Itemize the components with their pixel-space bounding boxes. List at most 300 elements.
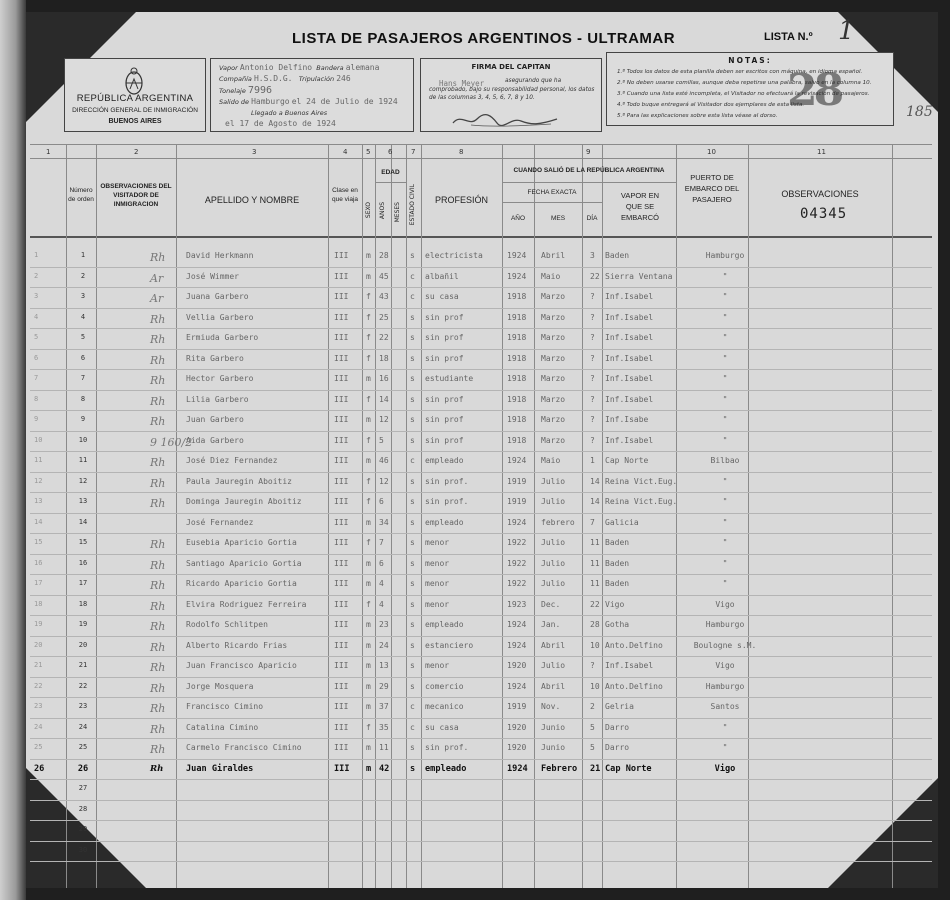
day-cell: ? [590,353,595,363]
passenger-name-cell: Aida Garbero [186,435,244,445]
tonelaje-value: 7996 [247,85,273,96]
month-cell: Marzo [541,435,566,445]
age-cell: 4 [379,599,384,609]
sex-cell: m [366,374,371,383]
profession-cell: sin prof. [425,476,469,486]
port-cell: " [722,353,728,363]
year-cell: 1918 [507,292,527,301]
day-cell: 11 [590,579,600,588]
table-row [30,595,932,616]
day-cell: 11 [590,538,600,547]
header-bottom-line [30,236,932,238]
day-cell: 11 [590,558,600,568]
profession-cell: empleado [425,763,467,774]
order-number-cell: 29 [78,825,88,833]
ship-cell: Baden [605,558,630,568]
year-cell: 1922 [507,579,527,588]
year-cell: 1924 [507,763,528,774]
age-cell: 23 [379,620,389,629]
colnum-4: 4 [343,148,348,156]
signature-title: FIRMA DEL CAPITAN [471,63,551,71]
visitor-observation-cell: Rh [150,333,166,346]
day-cell: 14 [590,497,600,506]
visitor-observation-cell: Ar [150,292,164,305]
table-row [30,492,932,513]
order-number-cell: 28 [78,804,88,813]
order-number-cell: 19 [78,620,88,628]
ship-cell: Inf.Isabel [605,435,654,445]
passenger-name-cell: Santiago Aparicio Gortia [186,558,302,568]
colnum-5: 5 [366,148,371,156]
class-cell: III [334,640,349,650]
sex-cell: m [366,251,371,260]
visitor-observation-cell: Rh [150,251,166,264]
class-cell: III [334,497,349,506]
class-cell: III [334,333,349,342]
class-cell: III [334,538,349,547]
header-clase: Clase en que viaja [331,187,359,203]
month-cell: Maio [541,456,561,465]
ship-cell: Inf.Isabel [605,374,654,383]
ship-cell: Anto.Delfino [605,681,663,691]
port-cell: Vigo [715,661,735,670]
profession-cell: su casa [425,292,459,301]
ship-cell: Cap Norte [605,456,649,465]
order-number-cell: 13 [78,497,88,505]
profession-cell: sin prof. [425,497,469,506]
salido-label: Salido de [219,98,250,106]
age-cell: 12 [379,415,389,424]
colnum-line [30,158,932,159]
sex-cell: m [366,579,371,588]
civil-status-cell: c [410,722,415,732]
passenger-name-cell: Ermiuda Garbero [186,333,259,342]
class-cell: III [334,743,349,752]
stamp-number: 28 [787,65,841,116]
day-cell: 1 [590,456,595,465]
age-cell: 37 [379,702,389,711]
republic-box [64,58,206,132]
civil-status-cell: s [410,415,415,424]
day-cell: 14 [590,476,600,486]
year-cell: 1918 [507,333,527,342]
vapor-value: Antonio Delfino [239,63,313,72]
table-row [30,697,932,718]
age-cell: 34 [379,517,389,527]
profession-cell: menor [425,538,450,547]
profession-cell: menor [425,599,450,609]
passenger-name-cell: Eusebia Aparicio Gortia [186,538,297,547]
civil-status-cell: s [410,558,415,568]
margin-number-cell: 17 [34,579,43,587]
note-1: 1.º Todos los datos de esta planilla deben ser escritos con máquina, en idioma español. [617,69,863,75]
month-cell: Abril [541,251,566,260]
sex-cell: f [366,497,371,506]
ship-cell: Inf.Isabe [605,415,649,424]
colnum-11: 11 [817,148,826,156]
year-cell: 1923 [507,599,527,609]
ship-cell: Darro [605,722,630,732]
year-cell: 1924 [507,517,527,527]
class-cell: III [334,271,349,281]
port-cell: Hamburgo [705,681,745,691]
visitor-observation-cell: Rh [150,763,164,774]
sex-cell: f [366,722,371,732]
ship-departure-line [219,97,398,106]
year-cell: 1922 [507,538,527,547]
table-row [30,513,932,534]
header-anos: AÑOS [379,202,386,220]
age-cell: 43 [379,292,389,301]
order-number-cell: 24 [78,722,88,731]
profession-cell: sin prof [425,394,464,404]
month-cell: Marzo [541,374,566,383]
ship-cell: Inf.Isabel [605,353,654,363]
order-number-cell: 23 [78,702,88,710]
table-row [30,718,932,739]
header-apellido: APELLIDO Y NOMBRE [204,195,300,205]
margin-number-cell: 25 [34,743,43,751]
margin-number-cell: 13 [34,497,43,505]
passenger-name-cell: Rodolfo Schlitpen [186,620,268,629]
ship-cell: Gelria [605,702,634,711]
profession-cell: empleado [425,620,464,629]
civil-status-cell: s [410,681,415,691]
year-cell: 1918 [507,435,527,445]
day-cell: 22 [590,271,600,281]
sex-cell: f [366,435,371,445]
note-4: 4.º Todo buque entregará al Visitador dos ejemplares de esta lista. [617,102,805,108]
compania-value: H.S.D.G. [253,74,293,83]
month-cell: Julio [541,579,566,588]
margin-number-cell: 6 [34,353,39,362]
margin-number-cell: 3 [34,292,39,300]
year-cell: 1924 [507,456,527,465]
ship-cell: Vigo [605,599,625,609]
civil-status-cell: s [410,353,415,363]
age-cell: 11 [379,743,389,752]
header-fecha-exacta: FECHA EXACTA [527,189,577,196]
profession-cell: albañil [425,271,459,281]
port-cell: " [722,538,728,547]
class-cell: III [334,599,349,609]
table-row [30,738,932,759]
order-number-cell: 17 [78,579,88,587]
margin-number: 185 [906,104,933,120]
civil-status-cell: c [410,702,415,711]
port-cell: Vigo [714,763,736,774]
order-number-cell: 11 [78,456,88,464]
captain-signature-icon [451,111,561,129]
sex-cell: f [366,394,371,404]
passenger-name-cell: Carmelo Francisco Cimino [186,743,302,752]
month-cell: Maio [541,271,561,281]
month-cell: Febrero [541,763,578,774]
margin-number-cell: 5 [34,333,39,341]
day-cell: ? [590,435,595,445]
day-cell: ? [590,292,595,301]
age-cell: 5 [379,435,384,445]
fecha-subline [502,202,602,203]
margin-number-cell: 4 [34,312,39,321]
visitor-observation-cell: Rh [150,620,166,633]
visitor-observation-cell: Rh [150,743,166,756]
margin-number-cell: 12 [34,476,43,485]
ship-cell: Cap Norte [605,763,652,774]
day-cell: 10 [590,681,600,691]
visitor-observation-cell: 9 160/2 [150,435,193,449]
civil-status-cell: s [410,640,415,650]
visitor-observation-cell: Rh [150,415,166,428]
age-cell: 29 [379,681,389,691]
profession-cell: sin prof. [425,743,469,752]
profession-cell: estanciero [425,640,474,650]
order-number-cell: 2 [80,271,86,280]
order-number-cell: 10 [78,435,88,444]
visitor-observation-cell: Ar [150,271,164,285]
year-cell: 1924 [507,681,527,691]
title-bar [30,16,934,54]
civil-status-cell: s [410,312,415,322]
month-cell: Abril [541,681,566,691]
tripulacion-value: 246 [336,74,351,83]
visitor-observation-cell: Rh [150,640,166,654]
civil-status-cell: s [410,251,415,260]
table-row [30,308,932,329]
order-number-cell: 15 [78,538,88,546]
table-row [30,554,932,575]
class-cell: III [334,374,349,383]
age-cell: 18 [379,353,389,363]
visitor-observation-cell: Rh [150,599,166,613]
profession-cell: sin prof [425,415,464,424]
age-cell: 6 [379,558,384,568]
margin-number-cell: 8 [34,394,39,403]
ship-cell: Darro [605,743,630,752]
sex-cell: m [366,702,371,711]
port-cell: " [722,374,728,383]
margin-number-cell: 20 [34,640,43,649]
ship-info-box [210,58,414,132]
profession-cell: empleado [425,456,464,465]
age-cell: 12 [379,476,389,486]
year-cell: 1918 [507,415,527,424]
year-cell: 1922 [507,558,527,568]
civil-status-cell: s [410,497,415,506]
table-row [30,431,932,452]
day-cell: ? [590,661,595,670]
margin-number-cell: 2 [34,271,39,280]
profession-cell: sin prof [425,312,464,322]
margin-number-cell: 18 [34,599,43,608]
captain-name: Hans Meyer [439,79,485,88]
profession-cell: menor [425,579,450,588]
month-cell: Abril [541,640,566,650]
civil-status-cell: s [410,374,415,383]
month-cell: Julio [541,497,566,506]
profession-cell: menor [425,558,450,568]
bandera-value: alemana [345,63,380,72]
profession-cell: sin prof [425,435,464,445]
class-cell: III [334,702,349,711]
table-row [30,656,932,677]
table-row [30,615,932,636]
margin-number-cell: 16 [34,558,43,567]
sex-cell: m [366,681,371,691]
passenger-name-cell: José Fernandez [186,517,254,527]
order-number-cell: 1 [80,251,86,259]
ship-cell: Galicia [605,517,639,527]
visitor-observation-cell: Rh [150,702,166,715]
colnum-6: 6 [388,148,393,156]
civil-status-cell: s [410,476,415,486]
port-cell: " [722,394,728,404]
port-cell: " [722,312,728,322]
order-number-cell: 30 [78,845,88,854]
sex-cell: f [366,353,371,363]
header-edad: EDAD [381,169,400,176]
ship-vapor-line [219,63,379,72]
month-cell: Julio [541,538,566,547]
ship-arrival-label: Llegado a Buenos Aires [251,109,328,117]
visitor-observation-cell: Rh [150,374,166,387]
header-meses: MESES [394,202,401,223]
order-number-cell: 25 [78,743,88,751]
lista-number: 1 [838,16,855,46]
civil-status-cell: s [410,661,415,670]
visitor-observation-cell: Rh [150,312,166,326]
table-row [30,349,932,370]
port-cell: Hamburgo [705,251,745,260]
sex-cell: m [366,456,371,465]
month-cell: Marzo [541,292,566,301]
year-cell: 1920 [507,743,527,752]
profession-cell: mecanico [425,702,464,711]
age-cell: 7 [379,538,384,547]
year-cell: 1918 [507,353,527,363]
ship-cell: Baden [605,579,630,588]
lista-label: LISTA N.º [764,31,813,43]
notes-title: NOTAS: [728,56,772,65]
sex-cell: m [366,620,371,629]
year-cell: 1920 [507,661,527,670]
table-row [30,759,932,780]
sex-cell: m [366,271,371,281]
month-cell: febrero [541,517,575,527]
ship-cell: Reina Vict.Eug. [605,497,678,506]
passenger-name-cell: Juan Giraldes [186,763,254,774]
order-number-cell: 4 [80,312,86,321]
visitor-observation-cell: Rh [150,456,166,469]
month-cell: Marzo [541,312,566,322]
document-title: LISTA DE PASAJEROS ARGENTINOS - ULTRAMAR [292,30,676,47]
year-cell: 1924 [507,620,527,629]
table-row [30,369,932,390]
table-row [30,246,932,267]
age-cell: 4 [379,579,384,588]
passenger-table [30,144,932,888]
salido-date: el 24 de Julio de 1924 [291,97,398,106]
vapor-label: Vapor [219,64,238,72]
passenger-name-cell: Jorge Mosquera [186,681,254,691]
header-observaciones: OBSERVACIONES [781,189,859,199]
port-cell: " [722,743,728,752]
day-cell: 5 [590,722,595,732]
class-cell: III [334,292,349,301]
visitor-observation-cell: Rh [150,722,166,736]
day-cell: 5 [590,743,595,752]
class-cell: III [334,517,349,527]
month-cell: Marzo [541,394,566,404]
month-cell: Marzo [541,415,566,424]
month-cell: Nov. [541,702,561,711]
port-cell: Boulogne s.M. [693,640,757,650]
year-cell: 1924 [507,271,527,281]
directorate-name: DIRECCIÓN GENERAL DE INMIGRACIÓN [72,107,198,114]
ship-cell: Anto.Delfino [605,640,663,650]
sex-cell: f [366,333,371,342]
age-cell: 42 [379,763,390,774]
passenger-name-cell: Juana Garbero [186,292,249,301]
ship-cell: Inf.Isabel [605,333,654,342]
passenger-name-cell: Francisco Cimino [186,702,264,711]
table-row [30,574,932,595]
class-cell: III [334,763,350,774]
ship-tonnage-line [219,85,272,96]
header-ano: AÑO [510,215,526,222]
year-cell: 1919 [507,476,527,486]
passenger-name-cell: Vellia Garbero [186,312,254,322]
year-cell: 1919 [507,497,527,506]
civil-status-cell: c [410,292,415,301]
ship-company-line [219,74,351,83]
table-row [30,390,932,411]
civil-status-cell: s [410,763,416,774]
year-cell: 1918 [507,374,527,383]
class-cell: III [334,415,349,424]
passenger-name-cell: Paula Jauregin Aboitiz [186,476,292,486]
compania-label: Compañía [219,75,252,83]
month-cell: Marzo [541,353,566,363]
class-cell: III [334,722,349,732]
day-cell: 21 [590,763,601,774]
header-sexo: SEXO [365,202,372,219]
class-cell: III [334,251,349,260]
visitor-observation-cell: Rh [150,579,166,592]
civil-status-cell: s [410,620,415,629]
civil-status-cell: s [410,599,415,609]
day-cell: 22 [590,599,600,609]
sex-cell: m [366,743,371,752]
margin-number-cell: 23 [34,702,43,710]
sex-cell: f [366,599,371,609]
sex-cell: m [366,415,371,424]
ship-arrival-date [225,119,336,128]
header-dia: DÍA [586,215,598,222]
margin-number-cell: 22 [34,681,43,690]
passenger-name-cell: Hector Garbero [186,374,254,383]
class-cell: III [334,312,349,322]
passenger-name-cell: Elvira Rodriguez Ferreira [186,599,307,609]
visitor-observation-cell: Rh [150,681,166,695]
empty-table-row [30,841,932,862]
profession-cell: sin prof [425,353,464,363]
table-row [30,267,932,288]
port-cell: " [722,476,728,486]
colnum-3: 3 [252,148,257,156]
visitor-observation-cell: Rh [150,558,166,572]
note-5: 5.º Para las explicaciones sobre esta lista véase al dorso. [617,113,778,119]
